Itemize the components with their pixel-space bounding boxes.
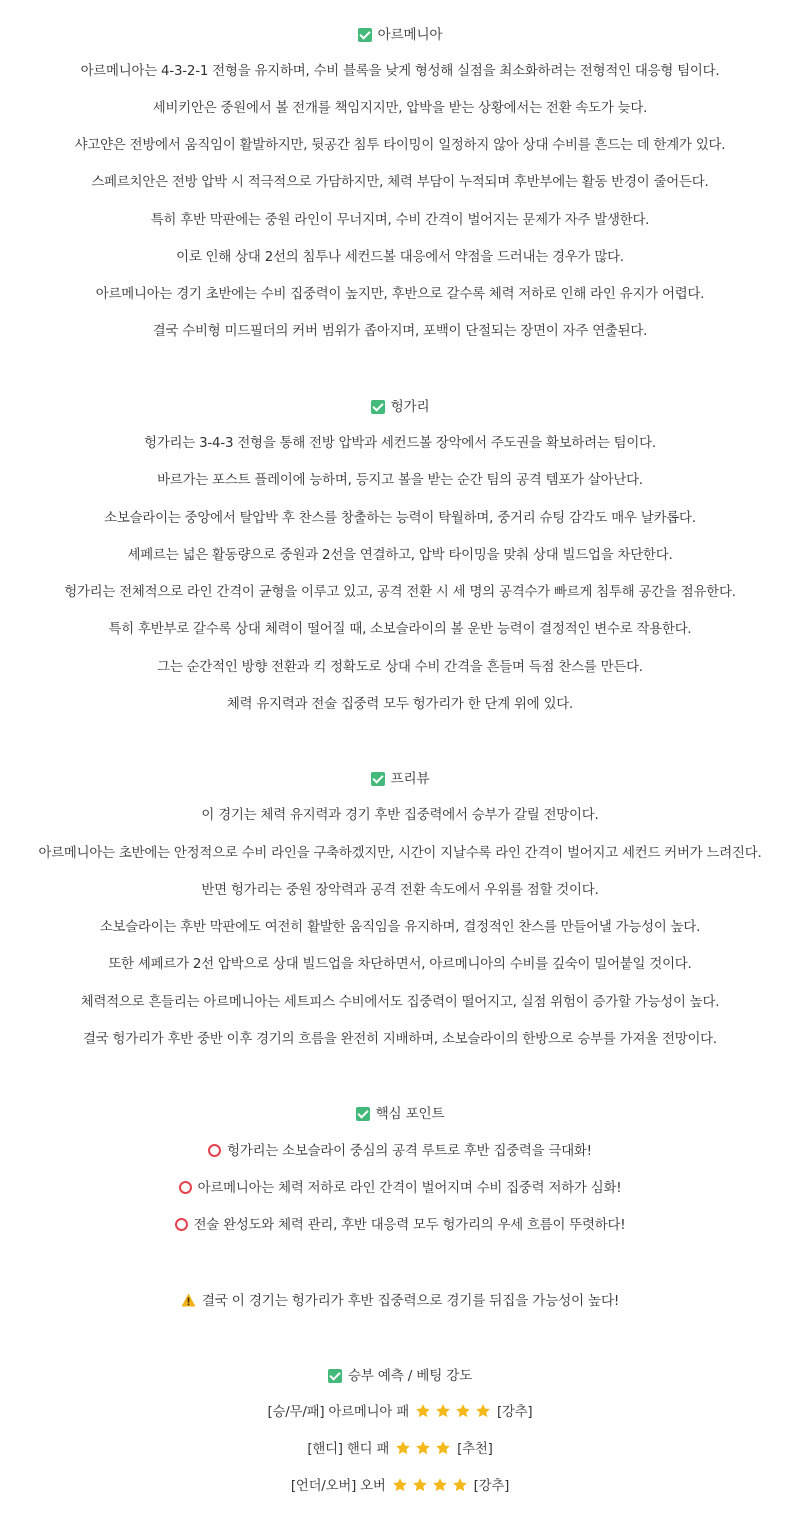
star-icon bbox=[412, 1477, 428, 1493]
preview-line: 결국 헝가리가 후반 중반 이후 경기의 흐름을 완전히 지배하며, 소보슬라이의 한방으로 승부를 가져올 전망이다. bbox=[83, 1032, 717, 1047]
star-rating bbox=[393, 1440, 453, 1463]
armenia-line: 아르메니아는 경기 초반에는 수비 집중력이 높지만, 후반으로 갈수록 체력 저하로 인해 라인 유지가 어렵다. bbox=[95, 287, 705, 302]
hungary-line: 바르가는 포스트 플레이에 능하며, 등지고 볼을 받는 순간 팀의 공격 템포가 살아난다. bbox=[157, 473, 643, 488]
star-icon bbox=[452, 1477, 468, 1493]
pick-label: [언더/오버] 오버 bbox=[290, 1479, 386, 1494]
warning-line: 결국 이 경기는 헝가리가 후반 집중력으로 경기를 뒤집을 가능성이 높다! bbox=[0, 1291, 800, 1311]
check-mark-icon bbox=[328, 1369, 342, 1383]
armenia-line: 세비키안은 중원에서 볼 전개를 책임지지만, 압박을 받는 상황에서는 전환 속도가 늦다. bbox=[152, 101, 648, 116]
hungary-heading: 헝가리 bbox=[0, 397, 800, 417]
hungary-line: 체력 유지력과 전술 집중력 모두 헝가리가 한 단계 위에 있다. bbox=[226, 697, 574, 712]
star-icon bbox=[415, 1403, 431, 1419]
hungary-line: 소보슬라이는 중앙에서 탈압박 후 찬스를 창출하는 능력이 탁월하며, 중거리 슈팅 감각도 매우 날카롭다. bbox=[104, 511, 696, 526]
star-icon bbox=[475, 1403, 491, 1419]
key-point-item: 전술 완성도와 체력 관리, 후반 대응력 모두 헝가리의 우세 흐름이 뚜렷하다! bbox=[0, 1216, 800, 1236]
pick-strength: [추천] bbox=[457, 1442, 493, 1457]
betting-pick bbox=[0, 1440, 800, 1463]
star-icon bbox=[435, 1403, 451, 1419]
pick-strength: [강추] bbox=[473, 1479, 510, 1494]
key-point-item: 헝가리는 소보슬라이 중심의 공격 루트로 후반 집중력을 극대화! bbox=[0, 1142, 800, 1162]
star-rating bbox=[390, 1477, 470, 1500]
armenia-line: 스페르치안은 전방 압박 시 적극적으로 가담하지만, 체력 부담이 누적되며 후반부에는 활동 반경이 줄어든다. bbox=[91, 175, 709, 190]
check-mark-icon bbox=[371, 400, 385, 414]
betting-pick bbox=[0, 1477, 800, 1500]
star-icon bbox=[415, 1440, 431, 1456]
preview-line: 소보슬라이는 후반 막판에도 여전히 활발한 움직임을 유지하며, 결정적인 찬스를 만들어낼 가능성이 높다. bbox=[99, 920, 701, 935]
pick-label: [핸디] 핸디 패 bbox=[307, 1442, 390, 1457]
red-circle-icon bbox=[179, 1181, 192, 1194]
pick-label: [승/무/패] 아르메니아 패 bbox=[267, 1405, 409, 1420]
pick-strength: [강추] bbox=[496, 1405, 533, 1420]
check-mark-icon bbox=[356, 1107, 370, 1121]
star-icon bbox=[392, 1477, 408, 1493]
star-rating bbox=[413, 1403, 493, 1426]
warning-icon bbox=[181, 1293, 196, 1307]
check-mark-icon bbox=[358, 28, 372, 42]
hungary-line: 헝가리는 3-4-3 전형을 통해 전방 압박과 세컨드볼 장악에서 주도권을 확보하려는 팀이다. bbox=[144, 436, 656, 451]
armenia-line: 결국 수비형 미드필더의 커버 범위가 좁아지며, 포백이 단절되는 장면이 자주 연출된다. bbox=[152, 324, 648, 339]
betting-heading: 승부 예측 / 베팅 강도 bbox=[0, 1366, 800, 1386]
hungary-line: 셰페르는 넓은 활동량으로 중원과 2선을 연결하고, 압박 타이밍을 맞춰 상대 빌드업을 차단한다. bbox=[127, 548, 673, 563]
hungary-line: 그는 순간적인 방향 전환과 킥 정확도로 상대 수비 간격을 흔들며 득점 찬스를 만든다. bbox=[157, 660, 643, 675]
preview-line: 체력적으로 흔들리는 아르메니아는 세트피스 수비에서도 집중력이 떨어지고, 실점 위험이 증가할 가능성이 높다. bbox=[80, 995, 720, 1010]
key-points-heading: 핵심 포인트 bbox=[0, 1104, 800, 1124]
preview-line: 반면 헝가리는 중원 장악력과 공격 전환 속도에서 우위를 점할 것이다. bbox=[201, 883, 599, 898]
red-circle-icon bbox=[208, 1144, 221, 1157]
armenia-heading: 아르메니아 bbox=[0, 25, 800, 45]
key-point-item: 아르메니아는 체력 저하로 라인 간격이 벌어지며 수비 집중력 저하가 심화! bbox=[0, 1179, 800, 1199]
armenia-line: 이로 인해 상대 2선의 침투나 세컨드볼 대응에서 약점을 드러내는 경우가 많다. bbox=[176, 250, 624, 265]
check-mark-icon bbox=[371, 772, 385, 786]
armenia-line: 샤고얀은 전방에서 움직임이 활발하지만, 뒷공간 침투 타이밍이 일정하지 않아 상대 수비를 흔드는 데 한계가 있다. bbox=[74, 138, 726, 153]
preview-line: 아르메니아는 초반에는 안정적으로 수비 라인을 구축하겠지만, 시간이 지날수록 라인 간격이 벌어지고 세컨드 커버가 느려진다. bbox=[38, 846, 762, 861]
preview-line: 또한 셰페르가 2선 압박으로 상대 빌드업을 차단하면서, 아르메니아의 수비를 깊숙이 밀어붙일 것이다. bbox=[108, 957, 692, 972]
hungary-line: 헝가리는 전체적으로 라인 간격이 균형을 이루고 있고, 공격 전환 시 세 명의 공격수가 빠르게 침투해 공간을 점유한다. bbox=[64, 585, 736, 600]
preview-line: 이 경기는 체력 유지력과 경기 후반 집중력에서 승부가 갈릴 전망이다. bbox=[201, 808, 599, 823]
star-icon bbox=[455, 1403, 471, 1419]
star-icon bbox=[435, 1440, 451, 1456]
hungary-line: 특히 후반부로 갈수록 상대 체력이 떨어질 때, 소보슬라이의 볼 운반 능력이 결정적인 변수로 작용한다. bbox=[108, 622, 692, 637]
armenia-line: 특히 후반 막판에는 중원 라인이 무너지며, 수비 간격이 벌어지는 문제가 자주 발생한다. bbox=[150, 213, 650, 228]
armenia-line: 아르메니아는 4-3-2-1 전형을 유지하며, 수비 블록을 낮게 형성해 실점을 최소화하려는 전형적인 대응형 팀이다. bbox=[80, 64, 720, 79]
red-circle-icon bbox=[175, 1218, 188, 1231]
preview-heading: 프리뷰 bbox=[0, 769, 800, 789]
betting-pick bbox=[0, 1403, 800, 1426]
star-icon bbox=[432, 1477, 448, 1493]
star-icon bbox=[395, 1440, 411, 1456]
